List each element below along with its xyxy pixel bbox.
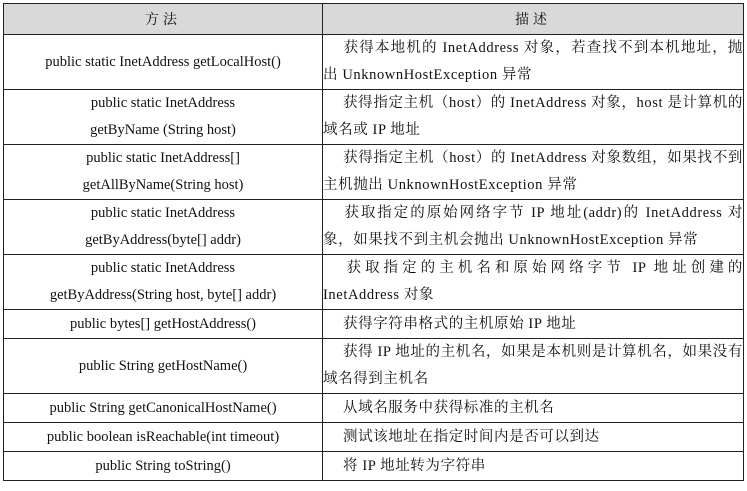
method-signature-line-1: public static InetAddress[] (86, 150, 240, 166)
method-cell (4, 310, 323, 339)
method-signature: public bytes[] getHostAddress() (69, 315, 257, 332)
method-cell (4, 35, 323, 90)
method-cell (4, 423, 323, 452)
method-signature-line-2: getByAddress(String host, byte[] addr) (49, 287, 277, 303)
method-column-header: 方法 (4, 4, 323, 35)
method-cell (4, 394, 323, 423)
method-signature-line-1: public static InetAddress (90, 95, 236, 111)
method-signature-line-1: public static InetAddress (90, 260, 236, 276)
method-signature: public String getCanonicalHostName() (49, 399, 277, 416)
method-signature-line-2: getAllByName(String host) (82, 177, 244, 193)
method-cell (4, 90, 323, 145)
description-cell (323, 394, 744, 423)
method-cell (4, 255, 323, 310)
description-cell (323, 200, 744, 255)
table-row (4, 255, 744, 310)
method-signature: public static InetAddress getLocalHost() (45, 53, 281, 70)
method-signature: public String toString() (95, 457, 231, 474)
method-cell (4, 200, 323, 255)
table-row (4, 90, 744, 145)
description-text: 从域名服务中获得标准的主机名 (343, 399, 555, 416)
description-cell (323, 255, 744, 310)
table-row (4, 35, 744, 90)
table-row (4, 310, 744, 339)
table-row (4, 423, 744, 452)
description-text: 获得指定主机（host）的 InetAddress 对象，host 是计算机的域名或 IP 地址 (323, 95, 743, 138)
description-column-header: 描述 (323, 4, 744, 35)
method-cell (4, 145, 323, 200)
description-text: 获得本地机的 InetAddress 对象，若查找不到本机地址，抛出 UnknownHostException 异常 (323, 40, 743, 83)
description-text: 获取指定的原始网络字节 IP 地址(addr)的 InetAddress 对象，如果找不到主机会抛出 UnknownHostException 异常 (323, 205, 743, 248)
method-cell (4, 339, 323, 394)
description-text: 将 IP 地址转为字符串 (343, 457, 486, 474)
description-cell (323, 423, 744, 452)
method-signature-line-1: public static InetAddress (90, 205, 236, 221)
method-signature: public boolean isReachable(int timeout) (46, 428, 280, 445)
method-signature-line-2: getByAddress(byte[] addr) (85, 232, 241, 248)
method-signature: public String getHostName() (78, 357, 248, 374)
method-signature-line-2: getByName (String host) (90, 122, 236, 138)
table-row (4, 339, 744, 394)
description-cell (323, 145, 744, 200)
description-text: 获取指定的主机名和原始网络字节 IP 地址创建的 InetAddress 对象 (323, 260, 743, 303)
description-cell (323, 90, 744, 145)
table-row (4, 200, 744, 255)
method-cell (4, 452, 323, 481)
table-row (4, 145, 744, 200)
table-row (4, 394, 744, 423)
description-cell (323, 452, 744, 481)
description-text: 获得指定主机（host）的 InetAddress 对象数组，如果找不到主机抛出 UnknownHostException 异常 (323, 150, 743, 193)
description-text: 获得 IP 地址的主机名，如果是本机则是计算机名，如果没有域名得到主机名 (323, 344, 743, 387)
description-cell (323, 310, 744, 339)
description-cell (323, 339, 744, 394)
description-text: 测试该地址在指定时间内是否可以到达 (343, 428, 600, 445)
table-header-row (4, 4, 744, 35)
description-text: 获得字符串格式的主机原始 IP 地址 (343, 315, 577, 332)
inetaddress-method-table (3, 3, 744, 481)
description-cell (323, 35, 744, 90)
table-row (4, 452, 744, 481)
